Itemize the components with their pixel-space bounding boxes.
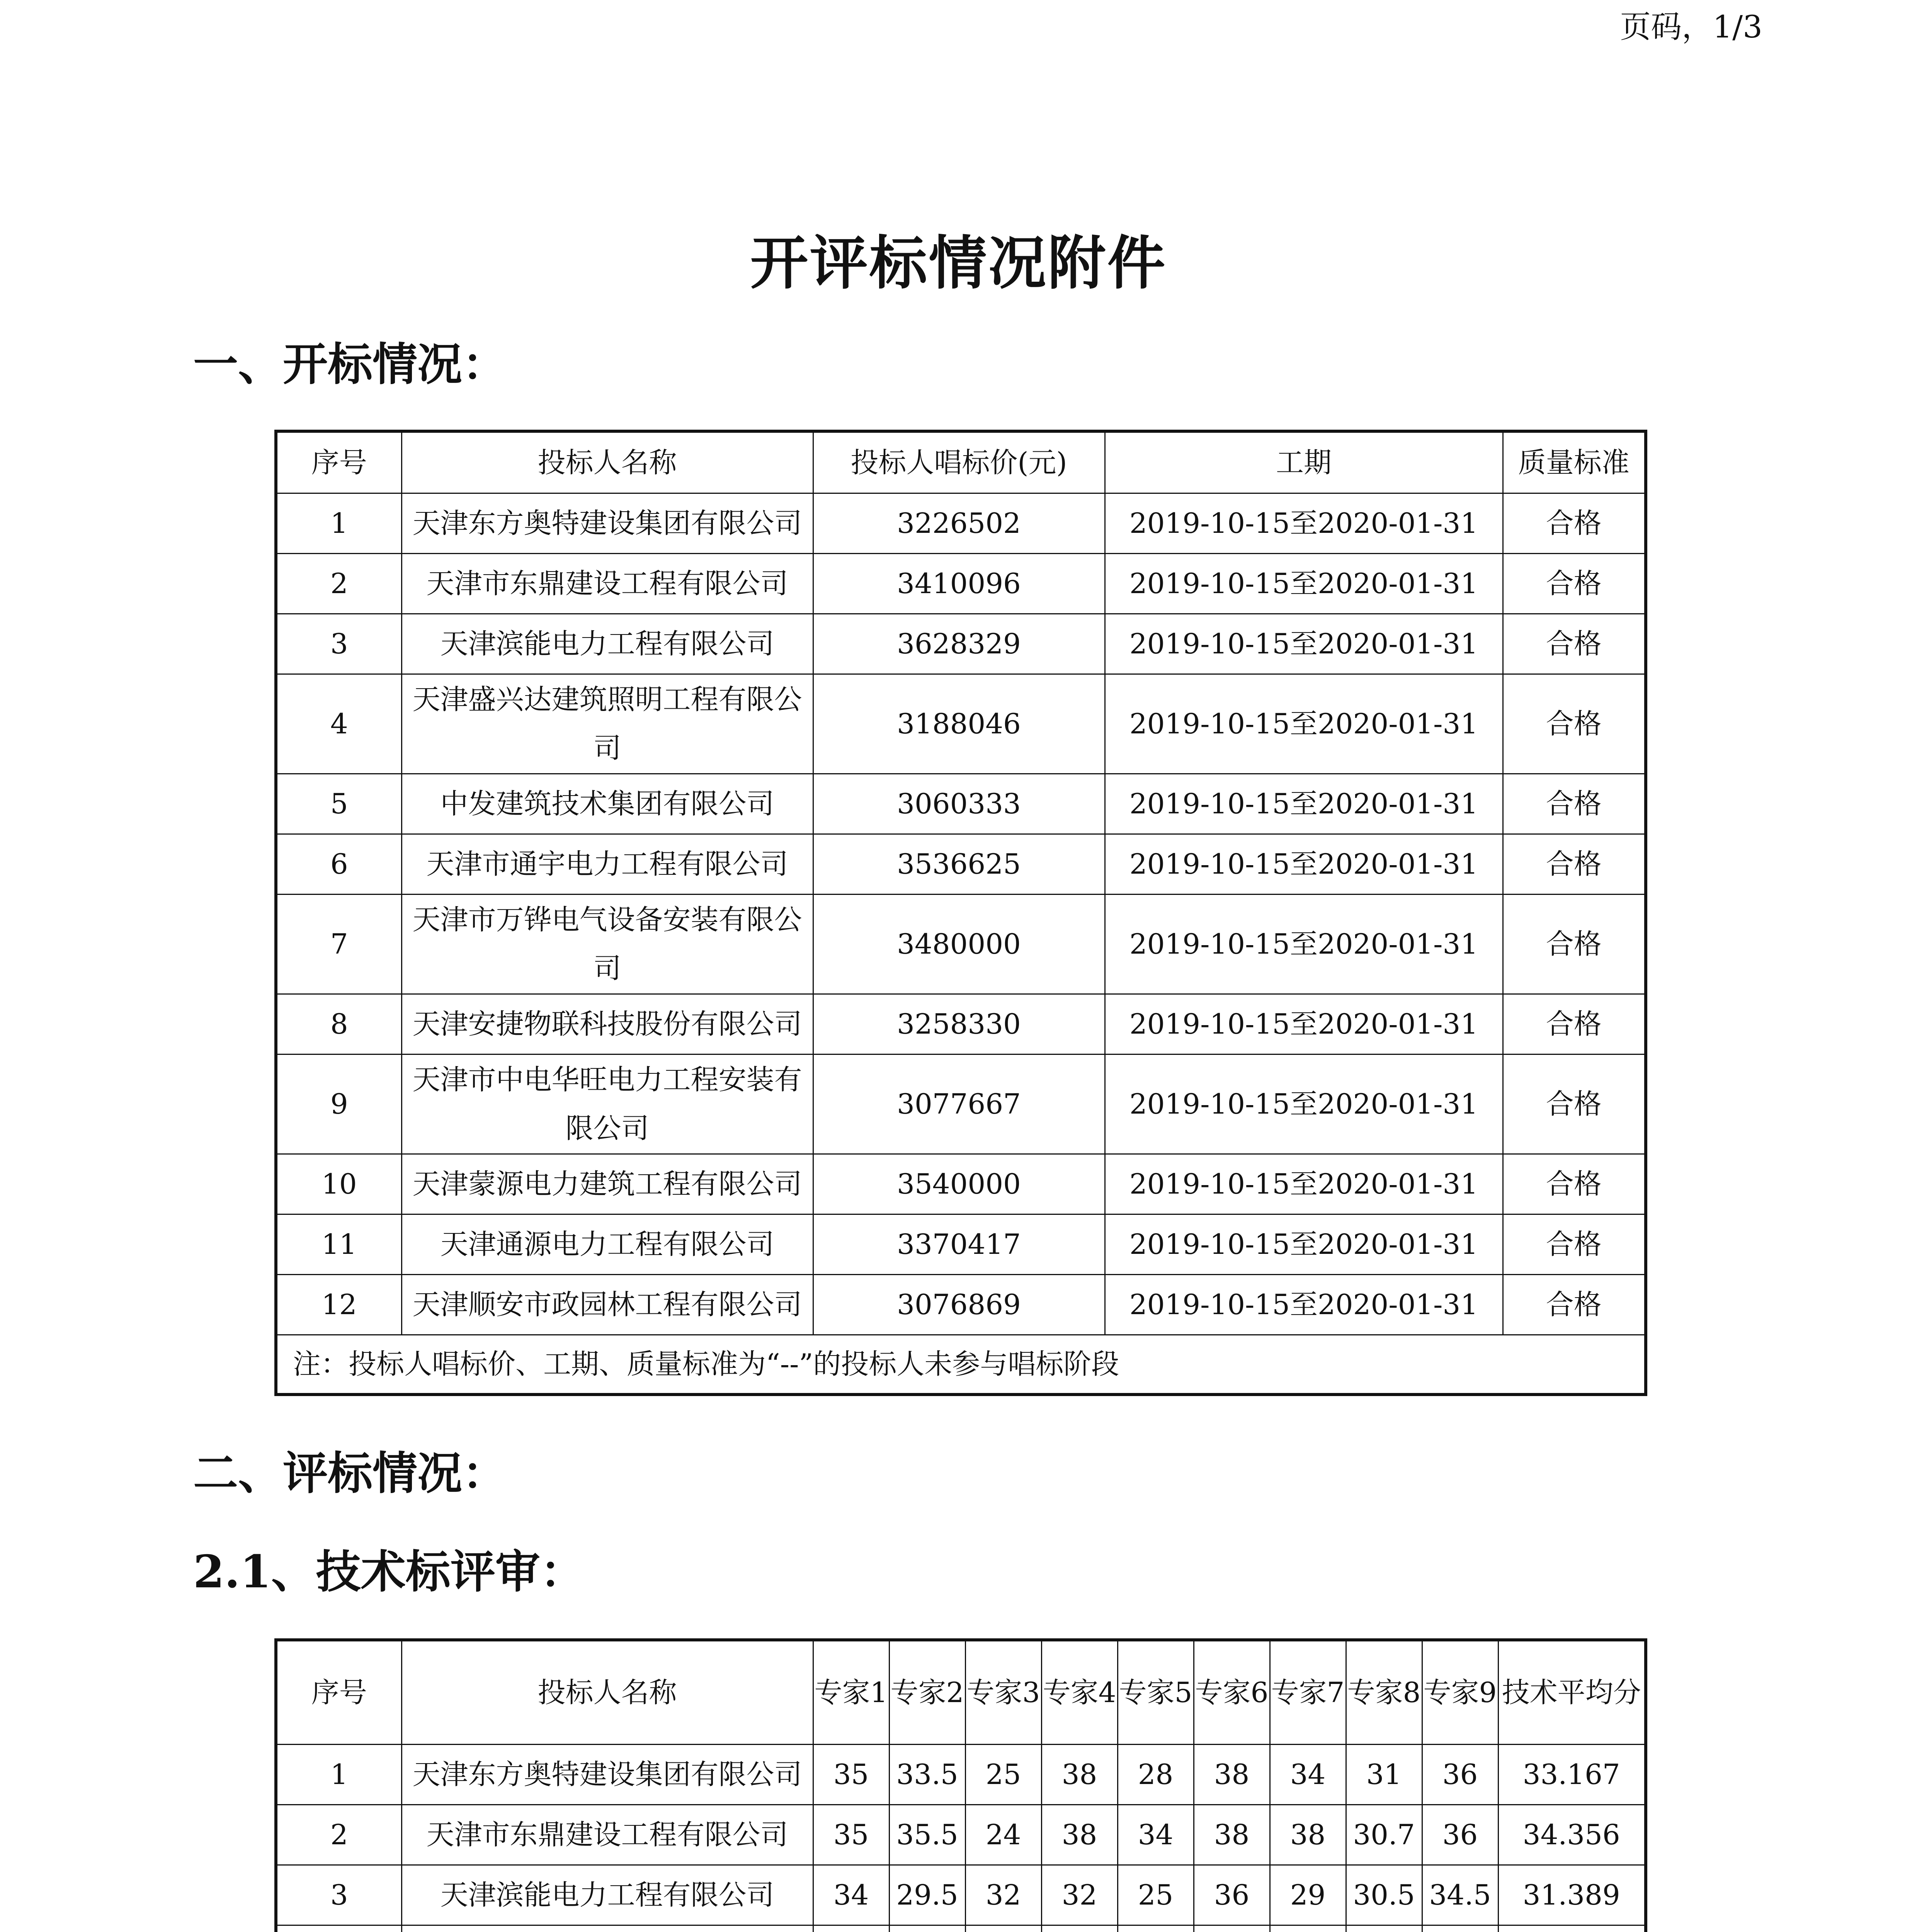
quality-cell: 合格: [1503, 774, 1646, 834]
quality-cell: 合格: [1503, 1214, 1646, 1274]
table-row: [276, 894, 1646, 994]
table-row: [276, 614, 1646, 674]
header-cell: 专家4: [1041, 1640, 1118, 1744]
table-row: [276, 1865, 1646, 1925]
header-cell: 序号: [276, 1640, 401, 1744]
quality-cell: 合格: [1503, 614, 1646, 674]
average-score-cell: 33.167: [1498, 1744, 1646, 1804]
duration-cell: 2019-10-15至2020-01-31: [1105, 1154, 1503, 1214]
bid-price-cell: 3076869: [813, 1274, 1105, 1335]
table-row: [276, 553, 1646, 614]
duration-cell: 2019-10-15至2020-01-31: [1105, 834, 1503, 894]
quality-cell: 合格: [1503, 1274, 1646, 1335]
row-number-cell: 5: [276, 774, 401, 834]
score-cell: 34.5: [1422, 1865, 1498, 1925]
score-cell: [889, 1925, 965, 1932]
bidder-name-cell: 天津市东鼎建设工程有限公司: [401, 1804, 813, 1865]
bid-price-cell: 3370417: [813, 1214, 1105, 1274]
bidder-name-cell: 天津通源电力工程有限公司: [401, 1214, 813, 1274]
score-cell: 34: [1270, 1744, 1346, 1804]
section-heading-bid-opening: 一、开标情况：: [193, 338, 507, 391]
table-row: [276, 1744, 1646, 1804]
document-title: 开评标情况附件: [750, 229, 1167, 297]
bidder-name-cell: 天津安捷物联科技股份有限公司: [401, 994, 813, 1054]
score-cell: 29.5: [889, 1865, 965, 1925]
header-cell: 投标人唱标价(元): [813, 431, 1105, 493]
header-cell: 专家7: [1270, 1640, 1346, 1744]
score-cell: 33.5: [889, 1744, 965, 1804]
table-row: [276, 1154, 1646, 1214]
bidder-name-cell: 天津滨能电力工程有限公司: [401, 614, 813, 674]
row-number-cell: 2: [276, 553, 401, 614]
row-number-cell: 3: [276, 1865, 401, 1925]
score-cell: 38: [1194, 1804, 1270, 1865]
bidder-name-cell: 天津东方奥特建设集团有限公司: [401, 1744, 813, 1804]
page-number: 页码，1/3: [1620, 9, 1762, 45]
bid-price-cell: 3077667: [813, 1054, 1105, 1154]
header-cell: 专家6: [1194, 1640, 1270, 1744]
row-number-cell: 9: [276, 1054, 401, 1154]
bid-price-cell: 3628329: [813, 614, 1105, 674]
table-header-row: [276, 431, 1646, 493]
row-number-cell: 2: [276, 1804, 401, 1865]
bidder-name-cell: 天津市通宇电力工程有限公司: [401, 834, 813, 894]
bidder-name-cell: 天津顺安市政园林工程有限公司: [401, 1274, 813, 1335]
score-cell: 31: [1346, 1744, 1422, 1804]
header-cell: 专家5: [1118, 1640, 1194, 1744]
table-row: [276, 674, 1646, 774]
row-number-cell: [276, 1925, 401, 1932]
bidder-name-cell: 天津市中电华旺电力工程安装有限公司: [401, 1054, 813, 1154]
note-row: [276, 1335, 1646, 1395]
bid-price-cell: 3188046: [813, 674, 1105, 774]
bid-price-cell: 3480000: [813, 894, 1105, 994]
duration-cell: 2019-10-15至2020-01-31: [1105, 493, 1503, 553]
bid-price-cell: 3060333: [813, 774, 1105, 834]
bid-price-cell: 3410096: [813, 553, 1105, 614]
score-cell: [1194, 1925, 1270, 1932]
score-cell: [813, 1925, 889, 1932]
score-cell: [965, 1925, 1041, 1932]
quality-cell: 合格: [1503, 994, 1646, 1054]
row-number-cell: 1: [276, 493, 401, 553]
score-cell: 30.5: [1346, 1865, 1422, 1925]
header-cell: 投标人名称: [401, 431, 813, 493]
bidder-name-cell: 天津市东鼎建设工程有限公司: [401, 553, 813, 614]
header-cell: 投标人名称: [401, 1640, 813, 1744]
quality-cell: 合格: [1503, 1154, 1646, 1214]
row-number-cell: 1: [276, 1744, 401, 1804]
score-cell: 25: [1118, 1865, 1194, 1925]
quality-cell: 合格: [1503, 674, 1646, 774]
score-cell: 35: [813, 1804, 889, 1865]
table-row: [276, 1925, 1646, 1932]
average-score-cell: 34.356: [1498, 1804, 1646, 1865]
score-cell: [1270, 1925, 1346, 1932]
score-cell: 36: [1422, 1744, 1498, 1804]
score-cell: [1422, 1925, 1498, 1932]
average-score-cell: [1498, 1925, 1646, 1932]
bidder-name-cell: 天津市万铧电气设备安装有限公司: [401, 894, 813, 994]
row-number-cell: 11: [276, 1214, 401, 1274]
score-cell: 32: [965, 1865, 1041, 1925]
duration-cell: 2019-10-15至2020-01-31: [1105, 614, 1503, 674]
bid-price-cell: 3258330: [813, 994, 1105, 1054]
score-cell: 32: [1041, 1865, 1118, 1925]
header-cell: 专家9: [1422, 1640, 1498, 1744]
score-cell: [1346, 1925, 1422, 1932]
table-row: [276, 493, 1646, 553]
bid-price-cell: 3536625: [813, 834, 1105, 894]
bidder-name-cell: 天津蒙源电力建筑工程有限公司: [401, 1154, 813, 1214]
header-cell: 专家3: [965, 1640, 1041, 1744]
row-number-cell: 4: [276, 674, 401, 774]
header-cell: 技术平均分: [1498, 1640, 1646, 1744]
score-cell: 25: [965, 1744, 1041, 1804]
table-note: 注：投标人唱标价、工期、质量标准为“--”的投标人未参与唱标阶段: [276, 1335, 1646, 1395]
bidder-name-cell: 中发建筑技术集团有限公司: [401, 774, 813, 834]
average-score-cell: 31.389: [1498, 1865, 1646, 1925]
row-number-cell: 6: [276, 834, 401, 894]
subsection-heading-technical-review: 2.1、技术标评审：: [193, 1546, 585, 1598]
bid-opening-table: [274, 430, 1647, 1396]
score-cell: [1041, 1925, 1118, 1932]
header-cell: 序号: [276, 431, 401, 493]
header-cell: 专家8: [1346, 1640, 1422, 1744]
bid-price-cell: 3226502: [813, 493, 1105, 553]
score-cell: 35: [813, 1744, 889, 1804]
score-cell: 35.5: [889, 1804, 965, 1865]
score-cell: 36: [1422, 1804, 1498, 1865]
duration-cell: 2019-10-15至2020-01-31: [1105, 1214, 1503, 1274]
score-cell: 38: [1194, 1744, 1270, 1804]
technical-review-table: [274, 1638, 1647, 1932]
score-cell: 36: [1194, 1865, 1270, 1925]
table-header-row: [276, 1640, 1646, 1744]
bid-price-cell: 3540000: [813, 1154, 1105, 1214]
score-cell: 24: [965, 1804, 1041, 1865]
row-number-cell: 12: [276, 1274, 401, 1335]
score-cell: 38: [1270, 1804, 1346, 1865]
score-cell: 29: [1270, 1865, 1346, 1925]
duration-cell: 2019-10-15至2020-01-31: [1105, 553, 1503, 614]
section-heading-bid-evaluation: 二、评标情况：: [193, 1447, 507, 1500]
quality-cell: 合格: [1503, 553, 1646, 614]
quality-cell: 合格: [1503, 493, 1646, 553]
score-cell: 28: [1118, 1744, 1194, 1804]
header-cell: 专家1: [813, 1640, 889, 1744]
header-cell: 工期: [1105, 431, 1503, 493]
score-cell: 34: [1118, 1804, 1194, 1865]
duration-cell: 2019-10-15至2020-01-31: [1105, 994, 1503, 1054]
bidder-name-cell: 天津盛兴达建筑照明工程有限公司: [401, 674, 813, 774]
header-cell: 质量标准: [1503, 431, 1646, 493]
table-row: [276, 994, 1646, 1054]
duration-cell: 2019-10-15至2020-01-31: [1105, 1054, 1503, 1154]
quality-cell: 合格: [1503, 834, 1646, 894]
quality-cell: 合格: [1503, 1054, 1646, 1154]
table-row: [276, 774, 1646, 834]
table-row: [276, 1054, 1646, 1154]
row-number-cell: 3: [276, 614, 401, 674]
score-cell: 38: [1041, 1744, 1118, 1804]
table-row: [276, 1804, 1646, 1865]
bidder-name-cell: 天津滨能电力工程有限公司: [401, 1865, 813, 1925]
bidder-name-cell: 天津东方奥特建设集团有限公司: [401, 493, 813, 553]
quality-cell: 合格: [1503, 894, 1646, 994]
header-cell: 专家2: [889, 1640, 965, 1744]
table-row: [276, 834, 1646, 894]
row-number-cell: 10: [276, 1154, 401, 1214]
duration-cell: 2019-10-15至2020-01-31: [1105, 894, 1503, 994]
bidder-name-cell: [401, 1925, 813, 1932]
duration-cell: 2019-10-15至2020-01-31: [1105, 674, 1503, 774]
duration-cell: 2019-10-15至2020-01-31: [1105, 774, 1503, 834]
score-cell: [1118, 1925, 1194, 1932]
score-cell: 30.7: [1346, 1804, 1422, 1865]
table-row: [276, 1214, 1646, 1274]
duration-cell: 2019-10-15至2020-01-31: [1105, 1274, 1503, 1335]
row-number-cell: 7: [276, 894, 401, 994]
score-cell: 38: [1041, 1804, 1118, 1865]
score-cell: 34: [813, 1865, 889, 1925]
table-row: [276, 1274, 1646, 1335]
row-number-cell: 8: [276, 994, 401, 1054]
